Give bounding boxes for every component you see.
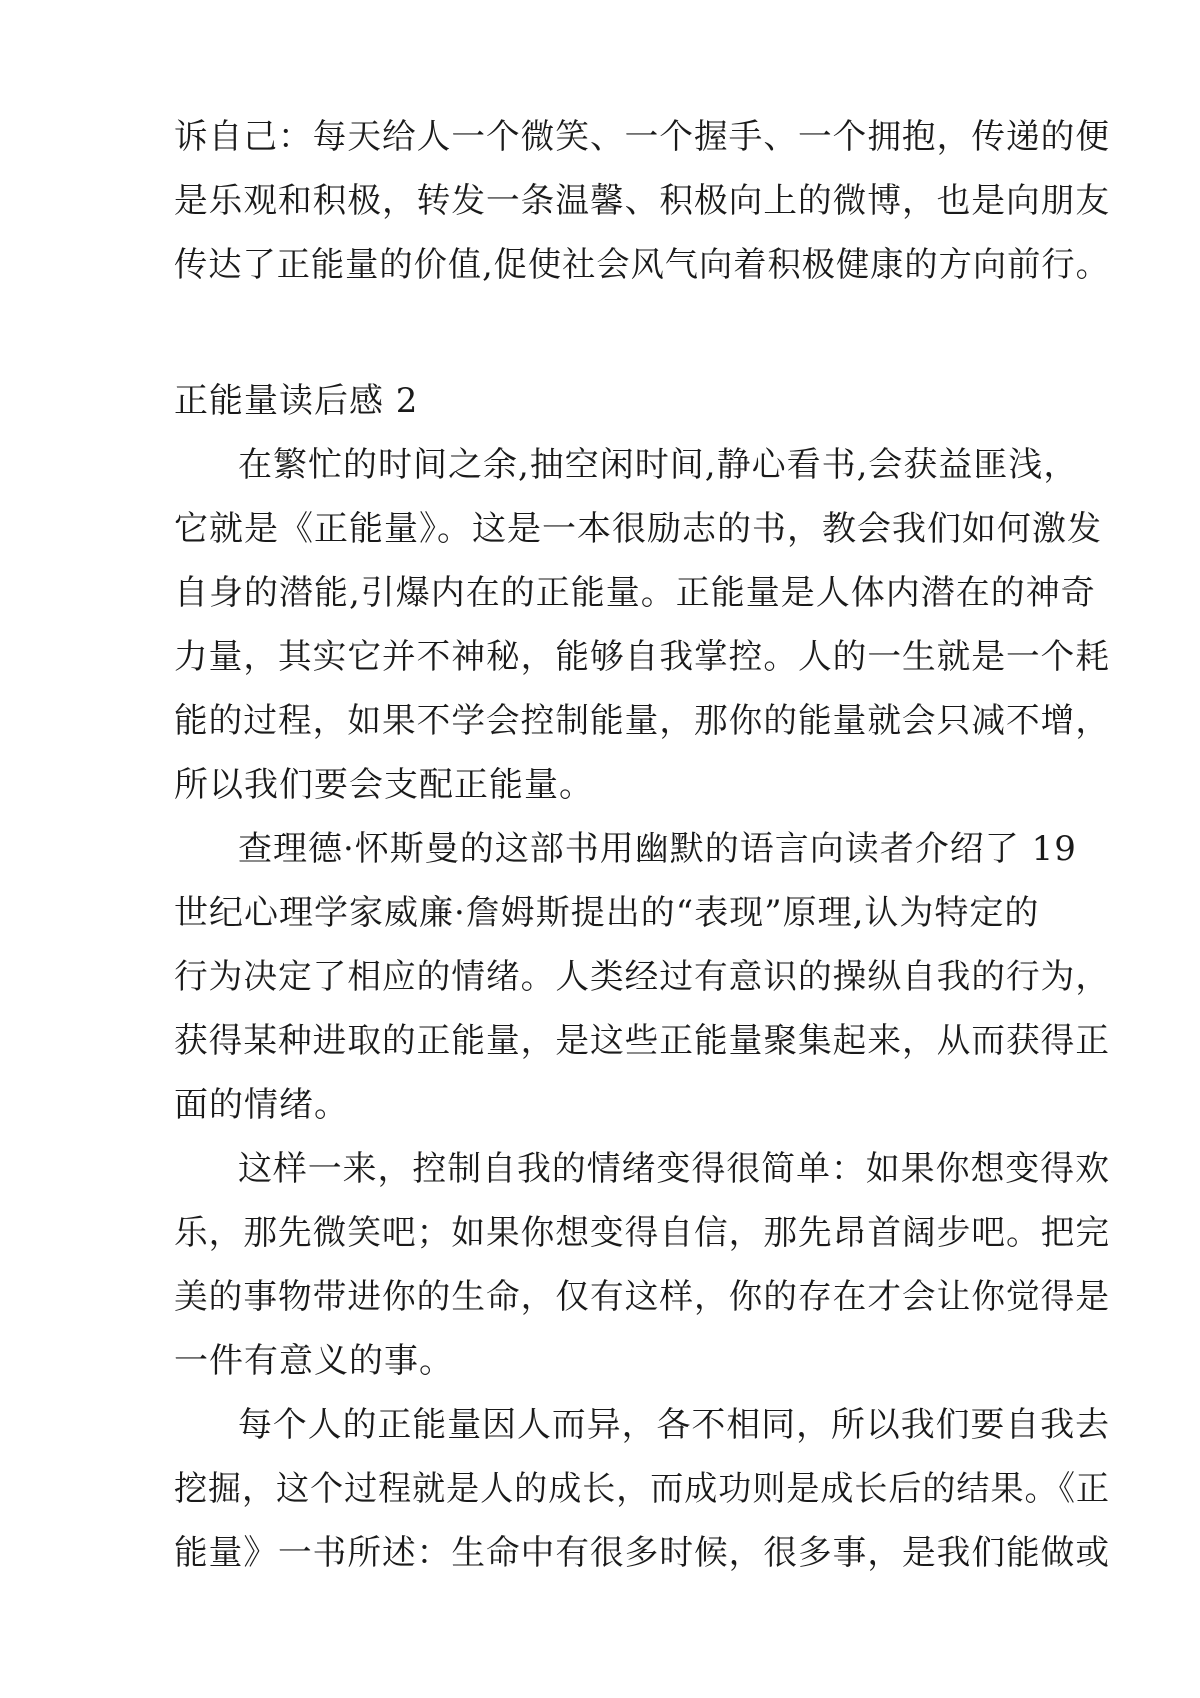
body-text-line: 挖掘，这个过程就是人的成长，而成功则是成长后的结果。《正 [174,1469,1110,1509]
paragraph-first-line: 在繁忙的时间之余,抽空闲时间,静心看书,会获益匪浅， [238,445,1079,485]
body-text-line: 自身的潜能,引爆内在的正能量。正能量是人体内潜在的神奇 [174,573,1096,613]
body-text-line: 美的事物带进你的生命，仅有这样，你的存在才会让你觉得是 [174,1277,1110,1317]
body-text-line: 它就是《正能量》。这是一本很励志的书，教会我们如何激发 [174,509,1102,549]
body-text-line: 行为决定了相应的情绪。人类经过有意识的操纵自我的行为， [174,957,1110,997]
body-text-line: 能量》一书所述：生命中有很多时候，很多事，是我们能做或 [174,1533,1110,1573]
paragraph-first-line: 这样一来，控制自我的情绪变得很简单：如果你想变得欢 [238,1149,1110,1189]
body-text-line: 一件有意义的事。 [174,1341,454,1381]
body-text-line: 力量，其实它并不神秘，能够自我掌控。人的一生就是一个耗 [174,637,1110,677]
body-text-line: 能的过程，如果不学会控制能量，那你的能量就会只减不增， [174,701,1110,741]
body-text-line: 获得某种进取的正能量，是这些正能量聚集起来，从而获得正 [174,1021,1110,1061]
body-text-line: 诉自己：每天给人一个微笑、一个握手、一个拥抱，传递的便 [174,117,1110,157]
body-text-line: 面的情绪。 [174,1085,349,1125]
section-heading: 正能量读后感 2 [174,381,419,421]
body-text-line: 传达了正能量的价值,促使社会风气向着积极健康的方向前行。 [174,245,1110,285]
paragraph-first-line: 每个人的正能量因人而异，各不相同，所以我们要自我去 [238,1405,1110,1445]
body-text-line: 乐，那先微笑吧；如果你想变得自信，那先昂首阔步吧。把完 [174,1213,1110,1253]
body-text-line: 世纪心理学家威廉·詹姆斯提出的“表现”原理,认为特定的 [174,893,1040,933]
body-text-line: 所以我们要会支配正能量。 [174,765,594,805]
body-text-line: 是乐观和积极，转发一条温馨、积极向上的微博，也是向朋友 [174,181,1110,221]
paragraph-first-line: 查理德·怀斯曼的这部书用幽默的语言向读者介绍了 19 [238,829,1077,869]
